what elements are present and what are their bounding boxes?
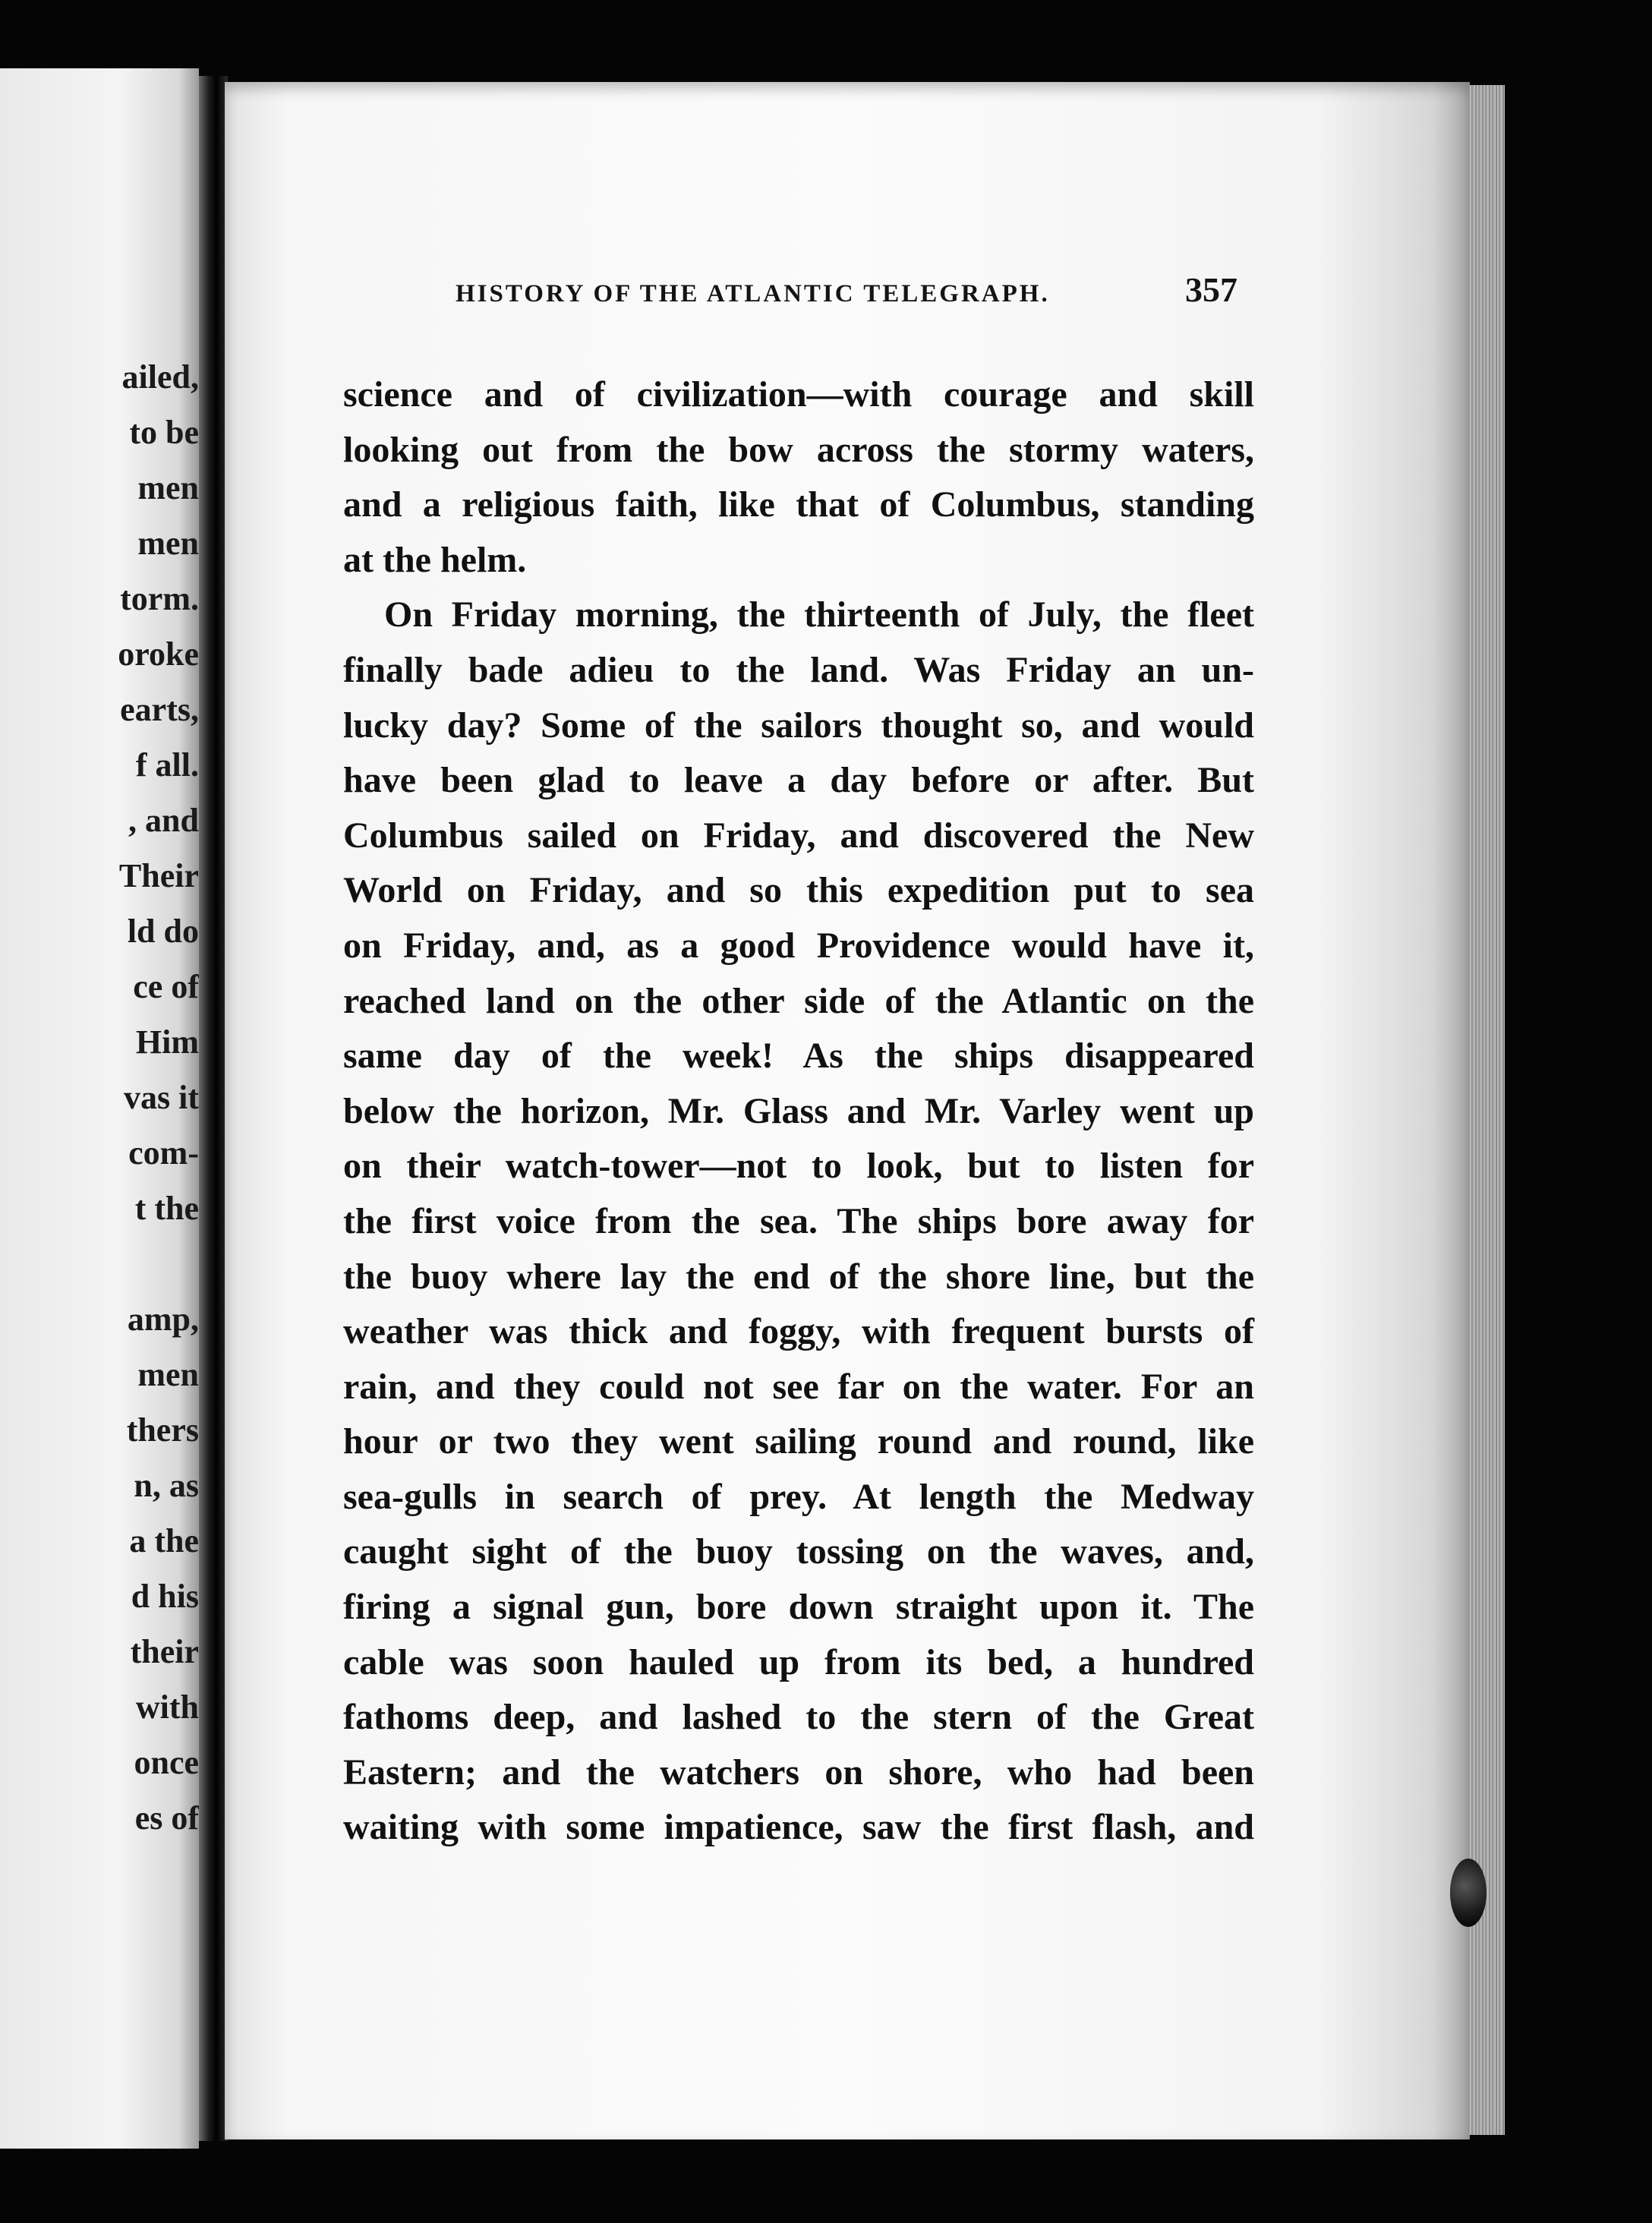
left-fragment: their <box>130 1633 199 1670</box>
text-line: hour or two they went sailing round and round, like <box>343 1421 1254 1462</box>
text-line: same day of the week! As the ships disappeared <box>343 1036 1254 1077</box>
left-fragment: men <box>137 525 199 562</box>
left-fragment: thers <box>126 1411 199 1449</box>
text-line: fathoms deep, and lashed to the stern of the Great <box>343 1697 1254 1738</box>
text-line: On Friday morning, the thirteenth of July, the fleet <box>384 594 1254 635</box>
text-line: the buoy where lay the end of the shore line, but the <box>343 1256 1254 1297</box>
text-line: on Friday, and, as a good Providence would have it, <box>343 925 1254 966</box>
text-line: rain, and they could not see far on the water. For an <box>343 1366 1254 1407</box>
text-line: reached land on the other side of the Atlantic on the <box>343 980 1254 1021</box>
text-line: caught sight of the buoy tossing on the waves, and, <box>343 1531 1254 1572</box>
left-fragment: vas it <box>124 1079 199 1116</box>
left-fragment: es of <box>134 1799 199 1837</box>
page-edges <box>1470 85 1505 2135</box>
text-line: looking out from the bow across the stormy waters, <box>343 429 1254 470</box>
left-fragment: ce of <box>133 968 199 1005</box>
left-fragment: d his <box>131 1578 199 1615</box>
text-line: weather was thick and foggy, with frequent bursts of <box>343 1311 1254 1352</box>
page-edge-blemish <box>1450 1859 1486 1927</box>
running-title: HISTORY OF THE ATLANTIC TELEGRAPH. <box>456 280 1050 307</box>
text-line: have been glad to leave a day before or after. But <box>343 760 1254 801</box>
text-line: and a religious faith, like that of Columbus, standing <box>343 484 1254 525</box>
left-fragment: earts, <box>120 691 199 728</box>
left-fragment: ld do <box>127 913 199 950</box>
text-line: science and of civilization—with courage and skill <box>343 374 1254 415</box>
text-line: Columbus sailed on Friday, and discovered the New <box>343 815 1254 856</box>
text-line: finally bade adieu to the land. Was Friday an un- <box>343 649 1254 690</box>
text-line: below the horizon, Mr. Glass and Mr. Varley went up <box>343 1090 1254 1131</box>
left-fragment: torm. <box>120 580 199 617</box>
running-head <box>456 270 1237 315</box>
left-fragment: oroke <box>118 635 199 673</box>
text-line: World on Friday, and so this expedition put to sea <box>343 870 1254 911</box>
text-line: at the helm. <box>343 539 527 580</box>
left-fragment: t the <box>134 1190 199 1227</box>
text-line: waiting with some impatience, saw the first flash, and <box>343 1807 1254 1848</box>
book-gutter <box>199 76 228 2141</box>
left-fragment: n, as <box>134 1467 199 1504</box>
left-fragment: men <box>137 1356 199 1393</box>
page-number: 357 <box>1185 270 1237 309</box>
text-line: sea-gulls in search of prey. At length the Medway <box>343 1476 1254 1517</box>
text-line: Eastern; and the watchers on shore, who had been <box>343 1752 1254 1793</box>
text-line: lucky day? Some of the sailors thought so, and would <box>343 705 1254 746</box>
left-fragment: with <box>135 1689 199 1726</box>
left-fragment: Him <box>135 1023 199 1061</box>
left-fragment: to be <box>129 414 199 451</box>
left-fragment: Their <box>118 857 199 894</box>
left-fragment: once <box>134 1744 199 1781</box>
text-line: cable was soon hauled up from its bed, a hundred <box>343 1641 1254 1682</box>
body-text <box>343 367 1254 1856</box>
left-fragment: a the <box>129 1522 199 1559</box>
text-line: on their watch-tower—not to look, but to listen for <box>343 1146 1254 1187</box>
left-fragment: f all. <box>135 746 199 784</box>
left-fragment: ailed, <box>121 358 199 396</box>
text-line: firing a signal gun, bore down straight upon it. The <box>343 1587 1254 1628</box>
left-fragment: men <box>137 469 199 506</box>
text-line: the first voice from the sea. The ships bore away for <box>343 1200 1254 1241</box>
left-fragment: com- <box>128 1134 199 1171</box>
left-page-text <box>118 349 199 1846</box>
left-fragment: amp, <box>127 1301 199 1338</box>
left-fragment: , and <box>128 802 199 839</box>
left-fragment <box>118 1236 199 1291</box>
left-facing-page <box>0 68 199 2149</box>
